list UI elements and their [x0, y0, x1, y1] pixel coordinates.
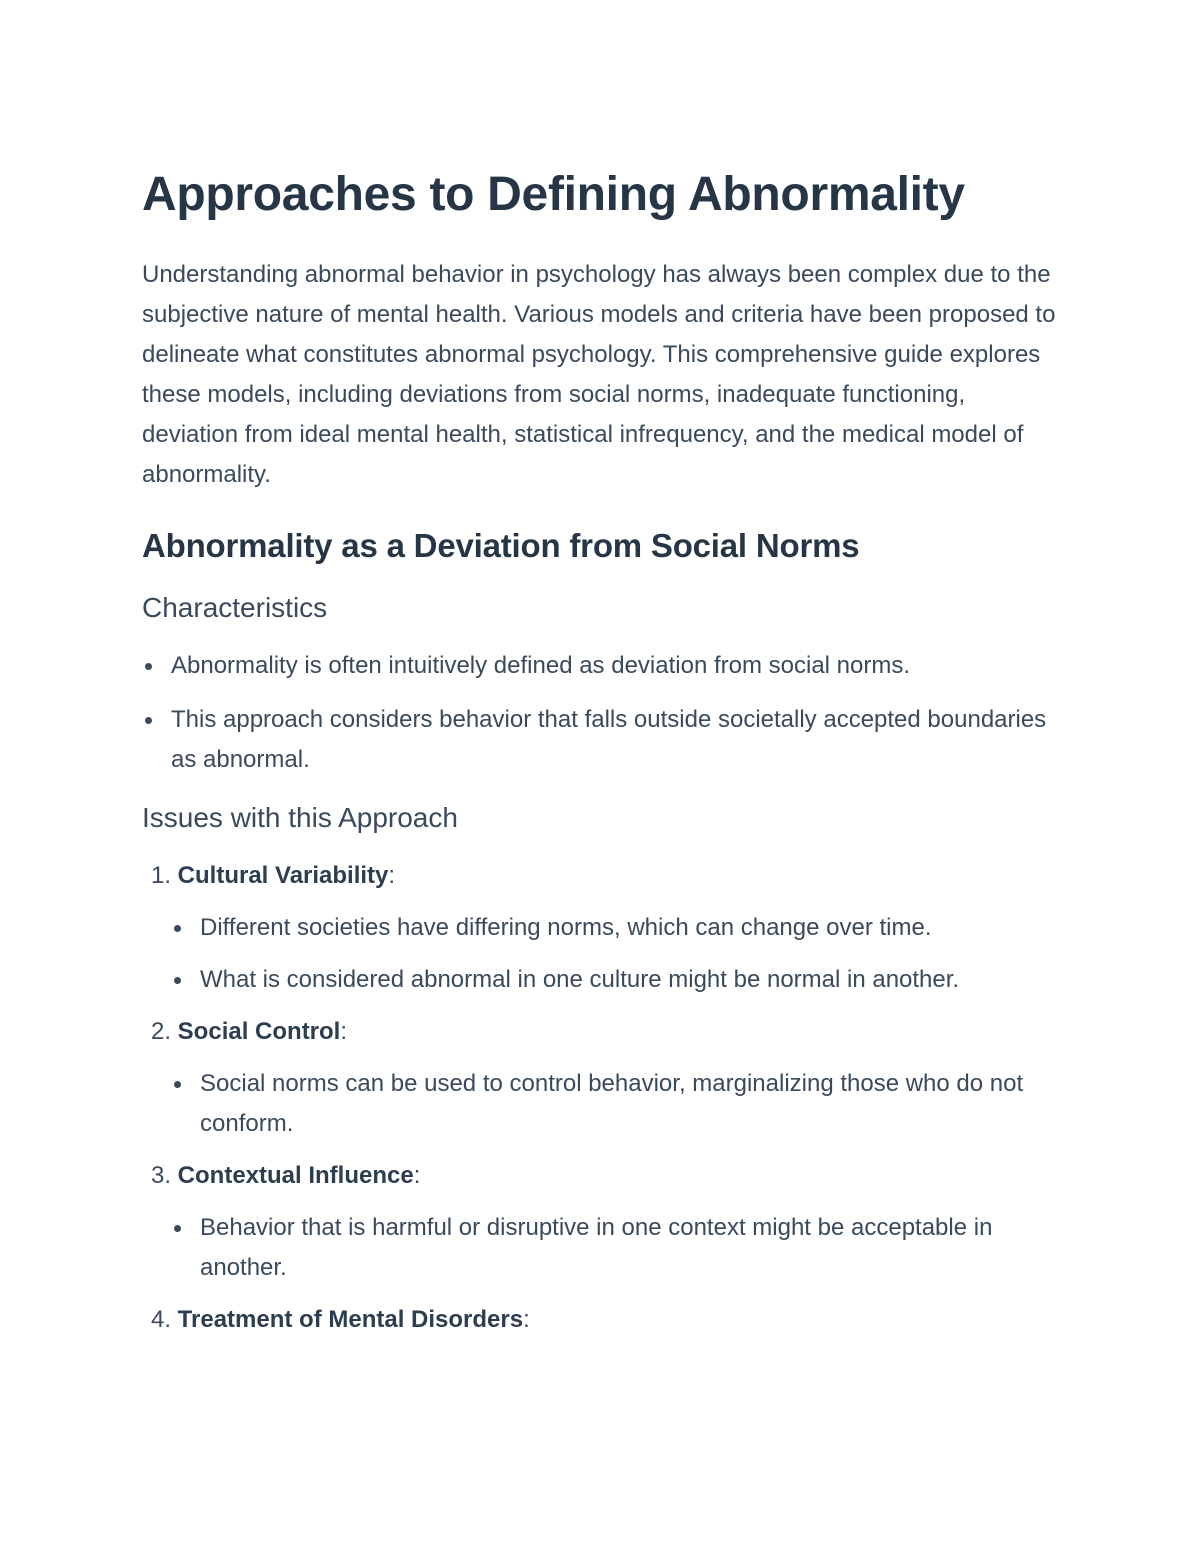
list-item: Different societies have differing norms, which can change over time. [171, 908, 1062, 948]
issue-number: 2. [150, 1018, 171, 1045]
issue-item-social-control [142, 1012, 1062, 1144]
issues-list [142, 856, 1062, 1340]
list-item: This approach considers behavior that falls outside societally accepted boundaries as abnormal. [142, 700, 1062, 780]
issue-points [171, 1208, 1062, 1288]
issue-title-colon: : [413, 1162, 421, 1189]
document-content [142, 165, 1062, 1340]
issue-item-treatment-of-mental-disorders [142, 1300, 1062, 1340]
page-title: Approaches to Defining Abnormality [142, 168, 965, 221]
issue-item-cultural-variability [142, 856, 1062, 1000]
list-item: Social norms can be used to control behavior, marginalizing those who do not conform. [171, 1064, 1062, 1144]
issue-title: Contextual Influence [177, 1162, 414, 1189]
issue-points [171, 908, 1062, 1000]
subheading-characteristics: Characteristics [142, 592, 328, 623]
issue-number: 4. [150, 1306, 171, 1333]
issue-title: Cultural Variability [177, 862, 389, 889]
issue-title-colon: : [340, 1018, 348, 1045]
list-item: Abnormality is often intuitively defined as deviation from social norms. [142, 646, 1062, 686]
issue-title: Social Control [177, 1018, 341, 1045]
issue-title: Treatment of Mental Disorders [177, 1306, 524, 1333]
issue-number: 1. [150, 862, 171, 889]
subheading-issues: Issues with this Approach [142, 802, 458, 833]
intro-paragraph: Understanding abnormal behavior in psychology has always been complex due to the subjective nature of mental health. Various models and criteria have been proposed to delineate what constitutes abnormal psychology. This comprehensive guide explores these models, including deviations from social norms, inadequate functioning, deviation from ideal mental health, statistical infrequency, and the medical model of abnormality. [142, 261, 1056, 488]
issue-points [171, 1064, 1062, 1144]
characteristics-list [142, 646, 1062, 780]
issue-item-contextual-influence [142, 1156, 1062, 1288]
list-item: What is considered abnormal in one culture might be normal in another. [171, 960, 1062, 1000]
section-heading-social-norms: Abnormality as a Deviation from Social Norms [142, 527, 860, 564]
issue-title-colon: : [523, 1306, 530, 1333]
issue-number: 3. [150, 1162, 171, 1189]
issue-title-colon: : [388, 862, 396, 889]
list-item: Behavior that is harmful or disruptive in one context might be acceptable in another. [171, 1208, 1062, 1288]
